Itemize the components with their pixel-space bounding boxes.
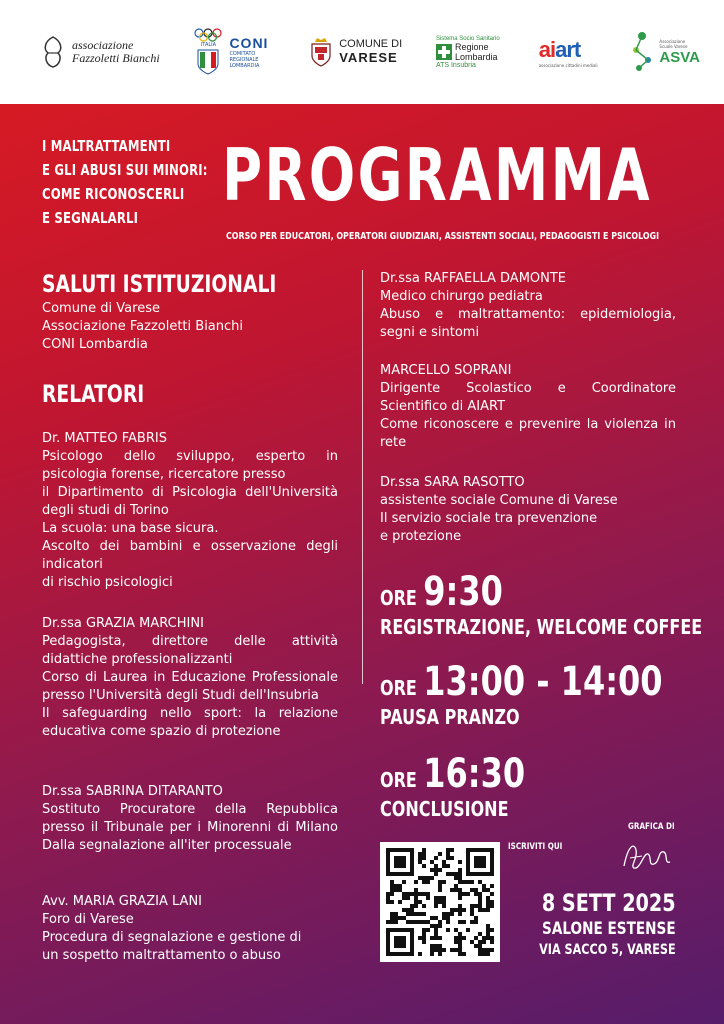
schedule-item [380, 752, 561, 822]
course-audience: CORSO PER EDUCATORI, OPERATORI GIUDIZIARI, ASSISTENTI SOCIALI, PEDAGOGISTI E PSICOLOGI [226, 231, 660, 242]
schedule-item [380, 570, 724, 640]
speaker-name: Dr. MATTEO FABRIS [42, 431, 167, 446]
speaker-detail: Il servizio sociale tra prevenzione [380, 511, 598, 526]
aiart-wordmark: aiart [538, 36, 581, 62]
saluti-heading: SALUTI ISTITUZIONALI [42, 270, 277, 298]
schedule-description: CONCLUSIONE [380, 797, 509, 821]
speaker-detail: Dirigente Scolastico e Coordinatore Scientifico di AIART [380, 381, 676, 414]
qr-code-icon [386, 848, 494, 956]
schedule-time: 9:30 [423, 569, 503, 615]
relatori-heading: RELATORI [42, 380, 145, 408]
course-subject-line: COME RICONOSCERLI [42, 185, 185, 203]
coni-subtitle: COMITATO REGIONALE LOMBARDIA [229, 51, 260, 69]
speaker-block [380, 270, 676, 342]
speaker-detail: un sospetto maltrattamento o abuso [42, 948, 281, 963]
logo-bar [0, 0, 724, 104]
speaker-block [42, 430, 338, 592]
speaker-name: MARCELLO SOPRANI [380, 363, 512, 378]
speaker-detail: e protezione [380, 529, 462, 544]
speaker-block [380, 474, 676, 546]
coni-name: CONI [229, 35, 269, 51]
speaker-detail: Come riconoscere e prevenire la violenza in rete [380, 417, 676, 450]
logo-asva [631, 30, 700, 74]
grafica-label: GRAFICA DI [628, 822, 675, 832]
italy-shield-icon [196, 48, 220, 76]
schedule-ore-label: ORE [380, 586, 417, 610]
aiart-subtitle: associazione cittadini mediali [538, 62, 598, 68]
speaker-detail: di rischio psicologici [42, 575, 173, 590]
comune-line2: VARESE [339, 50, 398, 65]
olympic-rings-icon [193, 28, 223, 42]
varese-coat-of-arms-icon [309, 36, 333, 68]
lombardia-top-label: Sistema Socio Sanitario [435, 35, 500, 42]
logo-aiart [539, 37, 598, 68]
coni-italia-label: ITALIA [200, 42, 217, 48]
course-subject-line: E GLI ABUSI SUI MINORI: [42, 161, 208, 179]
column-divider [362, 270, 363, 684]
speaker-block [42, 893, 338, 965]
saluti-list [42, 300, 338, 354]
speaker-name: Dr.ssa RAFFAELLA DAMONTE [380, 271, 567, 286]
logo-regione-lombardia [436, 36, 505, 69]
asva-subtitle: Associazione Scuole Varese [659, 38, 688, 49]
speaker-block [42, 783, 338, 855]
event-place: SALONE ESTENSE [542, 919, 676, 939]
event-info [505, 888, 676, 960]
schedule-ore-label: ORE [380, 676, 417, 700]
page-title: PROGRAMMA [222, 133, 652, 217]
speaker-detail: Sostituto Procuratore della Repubblica presso il Tribunale per i Minorenni di Milano Dalla segnalazione all'iter processuale [42, 802, 338, 853]
speaker-name: Dr.ssa SABRINA DITARANTO [42, 784, 223, 799]
speaker-detail: Procedura di segnalazione e gestione di [42, 930, 302, 945]
speaker-detail: il Dipartimento di Psicologia dell'Università degli studi di Torino [42, 485, 338, 518]
speaker-block [42, 615, 338, 741]
fazzoletti-logo-text: associazione Fazzoletti Bianchi [72, 38, 160, 65]
course-subject-line: I MALTRATTAMENTI [42, 137, 171, 155]
schedule-description: REGISTRAZIONE, WELCOME COFFEE [380, 615, 703, 639]
speaker-name: Dr.ssa SARA RASOTTO [380, 475, 525, 490]
speaker-name: Dr.ssa GRAZIA MARCHINI [42, 616, 204, 631]
lombardia-name: Regione Lombardia [454, 41, 498, 62]
event-address: VIA SACCO 5, VARESE [539, 942, 676, 958]
course-subject-line: E SEGNALARLI [42, 209, 139, 227]
logo-comune-varese [309, 36, 402, 68]
saluti-item: Comune di Varese [42, 301, 160, 316]
logo-coni [193, 28, 275, 76]
asva-molecule-icon [631, 30, 653, 74]
saluti-item: Associazione Fazzoletti Bianchi [42, 319, 244, 334]
comune-line1: COMUNE DI [339, 38, 403, 50]
schedule-time: 13:00 - 14:00 [423, 659, 663, 705]
designer-signature-icon [620, 836, 676, 876]
schedule-ore-label: ORE [380, 768, 417, 792]
lombardia-cross-icon [436, 44, 452, 60]
saluti-item: CONI Lombardia [42, 337, 148, 352]
speaker-name: Avv. MARIA GRAZIA LANI [42, 894, 203, 909]
handkerchief-icon [40, 35, 66, 69]
speaker-detail: Foro di Varese [42, 912, 134, 927]
speaker-block [380, 362, 676, 452]
lombardia-ats-label: ATS Insubria [435, 61, 476, 69]
speaker-detail: Psicologo dello sviluppo, esperto in psicologia forense, ricercatore presso [42, 449, 338, 482]
speaker-detail: La scuola: una base sicura. [42, 521, 219, 536]
event-date: 8 SETT 2025 [542, 889, 676, 917]
speaker-detail: Pedagogista, direttore delle attività didattiche professionalizzanti [42, 634, 338, 667]
speaker-detail: Il safeguarding nello sport: la relazione educativa come spazio di protezione [42, 706, 338, 739]
registration-qr-code[interactable] [380, 842, 500, 962]
speaker-detail: Corso di Laurea in Educazione Professionale presso l'Università degli Studi dell'Insubria [42, 670, 338, 703]
schedule-description: PAUSA PRANZO [380, 705, 520, 729]
logo-fazzoletti-bianchi [40, 35, 160, 69]
speaker-detail: Medico chirurgo pediatra [380, 289, 543, 304]
iscriviti-label: ISCRIVITI QUI [508, 842, 563, 852]
asva-wordmark: ASVA [659, 48, 700, 66]
speaker-detail: Ascolto dei bambini e osservazione degli indicatori [42, 539, 338, 572]
speaker-detail: assistente sociale Comune di Varese [380, 493, 618, 508]
speaker-detail: Abuso e maltrattamento: epidemiologia, segni e sintomi [380, 307, 676, 340]
schedule-time: 16:30 [423, 751, 526, 797]
schedule-item [380, 660, 724, 730]
